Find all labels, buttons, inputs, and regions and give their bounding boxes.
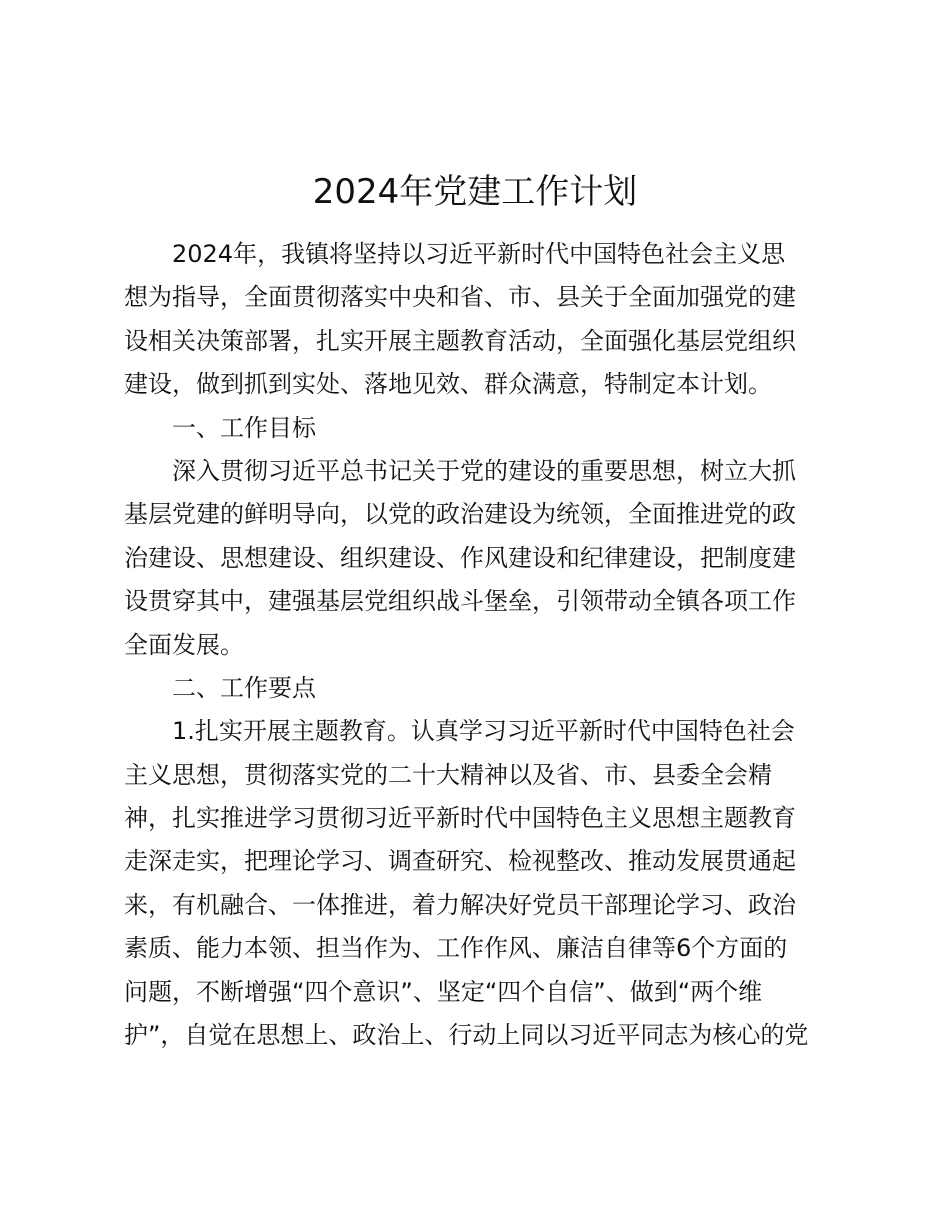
document-body (124, 233, 834, 1057)
text-line: 全面发展。 (124, 630, 244, 659)
text-line: 问题，不断增强“四个意识”、坚定“四个自信”、做到“两个维 (124, 977, 763, 1006)
text-line: 主义思想，贯彻落实党的二十大精神以及省、市、县委全会精 (124, 760, 772, 789)
text-line: 治建设、思想建设、组织建设、作风建设和纪律建设，把制度建 (124, 543, 796, 572)
text-line: 想为指导，全面贯彻落实中央和省、市、县关于全面加强党的建 (124, 283, 796, 312)
text-line: 深入贯彻习近平总书记关于党的建设的重要思想，树立大抓 (172, 456, 796, 485)
document-title: 2024年党建工作计划 (312, 172, 638, 212)
text-line: 1.扎实开展主题教育。认真学习习近平新时代中国特色社会 (172, 717, 795, 746)
text-line: 设贯穿其中，建强基层党组织战斗堡垒，引领带动全镇各项工作 (124, 587, 796, 616)
text-line: 建设，做到抓到实处、落地见效、群众满意，特制定本计划。 (124, 370, 772, 399)
text-line: 护”，自觉在思想上、政治上、行动上同以习近平同志为核心的党 (124, 1021, 809, 1050)
text-line: 基层党建的鲜明导向，以党的政治建设为统领，全面推进党的政 (124, 500, 796, 529)
text-line: 走深走实，把理论学习、调查研究、检视整改、推动发展贯通起 (124, 847, 796, 876)
text-line: 设相关决策部署，扎实开展主题教育活动，全面强化基层党组织 (124, 326, 796, 355)
section-heading: 二、工作要点 (172, 673, 316, 702)
text-line: 素质、能力本领、担当作为、工作作风、廉洁自律等6个方面的 (124, 934, 788, 963)
text-line: 神，扎实推进学习贯彻习近平新时代中国特色主义思想主题教育 (124, 804, 796, 833)
text-line: 2024年，我镇将坚持以习近平新时代中国特色社会主义思 (172, 240, 786, 268)
text-line: 来，有机融合、一体推进，着力解决好党员干部理论学习、政治 (124, 890, 796, 919)
section-heading: 一、工作目标 (172, 413, 316, 442)
